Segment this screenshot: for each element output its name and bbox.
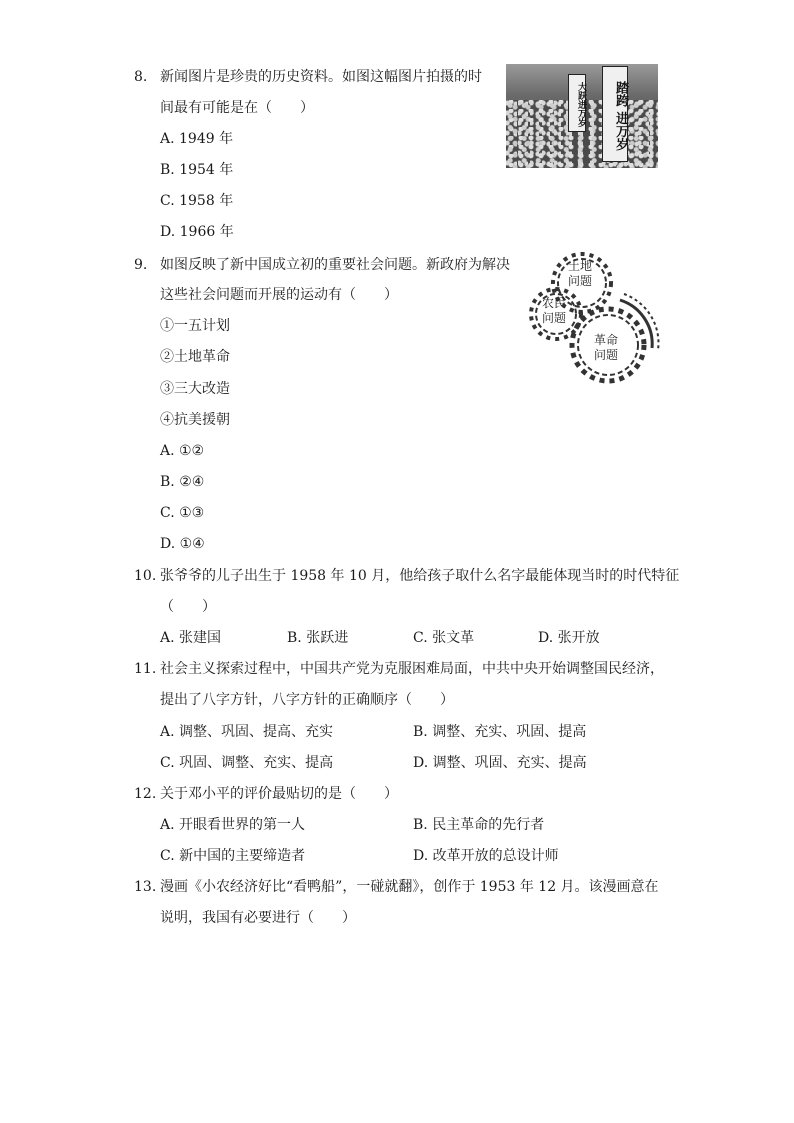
question-number: 13. (134, 879, 157, 895)
question-text: 张爷爷的儿子出生于 1958 年 10 月，他给孩子取什么名字最能体现当时的时代特征 (160, 568, 680, 584)
photo-banner-left: 大跃进万岁 (568, 74, 586, 132)
question-text: 这些社会问题而开展的运动有（ ） (160, 287, 398, 303)
option-a[interactable]: A. 开眼看世界的第一人 (160, 817, 306, 833)
option-b[interactable]: B. 1954 年 (160, 162, 234, 178)
option-b[interactable]: B. 调整、充实、巩固、提高 (413, 724, 587, 740)
photo-banner-right: 踏跨 进万岁 (602, 66, 628, 162)
option-d[interactable]: D. 改革开放的总设计师 (413, 848, 559, 864)
question-text: 如图反映了新中国成立初的重要社会问题。新政府为解决 (160, 257, 510, 273)
question-number: 9. (134, 257, 148, 273)
statement-item: ④抗美援朝 (160, 412, 230, 428)
historical-photo (506, 64, 658, 168)
option-d[interactable]: D. 调整、巩固、充实、提高 (413, 755, 587, 771)
option-a[interactable]: A. 调整、巩固、提高、充实 (160, 724, 334, 740)
question-number: 10. (134, 568, 157, 584)
question-text: 间最有可能是在（ ） (160, 100, 314, 116)
gear-label-peasant: 农民 问题 (542, 296, 567, 325)
gear-label-land: 土地 问题 (568, 259, 593, 288)
question-number: 8. (134, 69, 148, 85)
option-c[interactable]: C. ①③ (160, 505, 205, 521)
question-number: 12. (134, 786, 157, 802)
question-text: （ ） (160, 599, 216, 615)
question-number: 11. (134, 661, 157, 677)
option-a[interactable]: A. 张建国 (160, 630, 222, 646)
question-text: 新闻图片是珍贵的历史资料。如图这幅图片拍摄的时 (160, 69, 482, 85)
option-d[interactable]: D. 1966 年 (160, 224, 234, 240)
option-c[interactable]: C. 巩固、调整、充实、提高 (160, 755, 334, 771)
option-c[interactable]: C. 新中国的主要缔造者 (160, 848, 306, 864)
option-d[interactable]: D. 张开放 (538, 630, 600, 646)
question-text: 社会主义探索过程中，中国共产党为克服困难局面，中共中央开始调整国民经济， (160, 661, 664, 677)
option-c[interactable]: C. 张文革 (413, 630, 475, 646)
gears-diagram (520, 250, 660, 390)
option-a[interactable]: A. 1949 年 (160, 131, 234, 147)
statement-item: ①一五计划 (160, 318, 230, 334)
option-b[interactable]: B. ②④ (160, 474, 205, 490)
option-d[interactable]: D. ①④ (160, 536, 205, 552)
question-text: 说明，我国有必要进行（ ） (160, 910, 356, 926)
question-text: 提出了八字方针，八字方针的正确顺序（ ） (160, 692, 454, 708)
statement-item: ②土地革命 (160, 349, 230, 365)
option-b[interactable]: B. 张跃进 (287, 630, 349, 646)
option-c[interactable]: C. 1958 年 (160, 193, 234, 209)
statement-item: ③三大改造 (160, 381, 230, 397)
option-b[interactable]: B. 民主革命的先行者 (413, 817, 545, 833)
option-a[interactable]: A. ①② (160, 443, 205, 459)
question-text: 漫画《小农经济好比“看鸭船”，一碰就翻》，创作于 1953 年 12 月。该漫画意在 (160, 879, 659, 895)
question-text: 关于邓小平的评价最贴切的是（ ） (160, 786, 398, 802)
gear-label-revolution: 革命 问题 (594, 333, 619, 362)
